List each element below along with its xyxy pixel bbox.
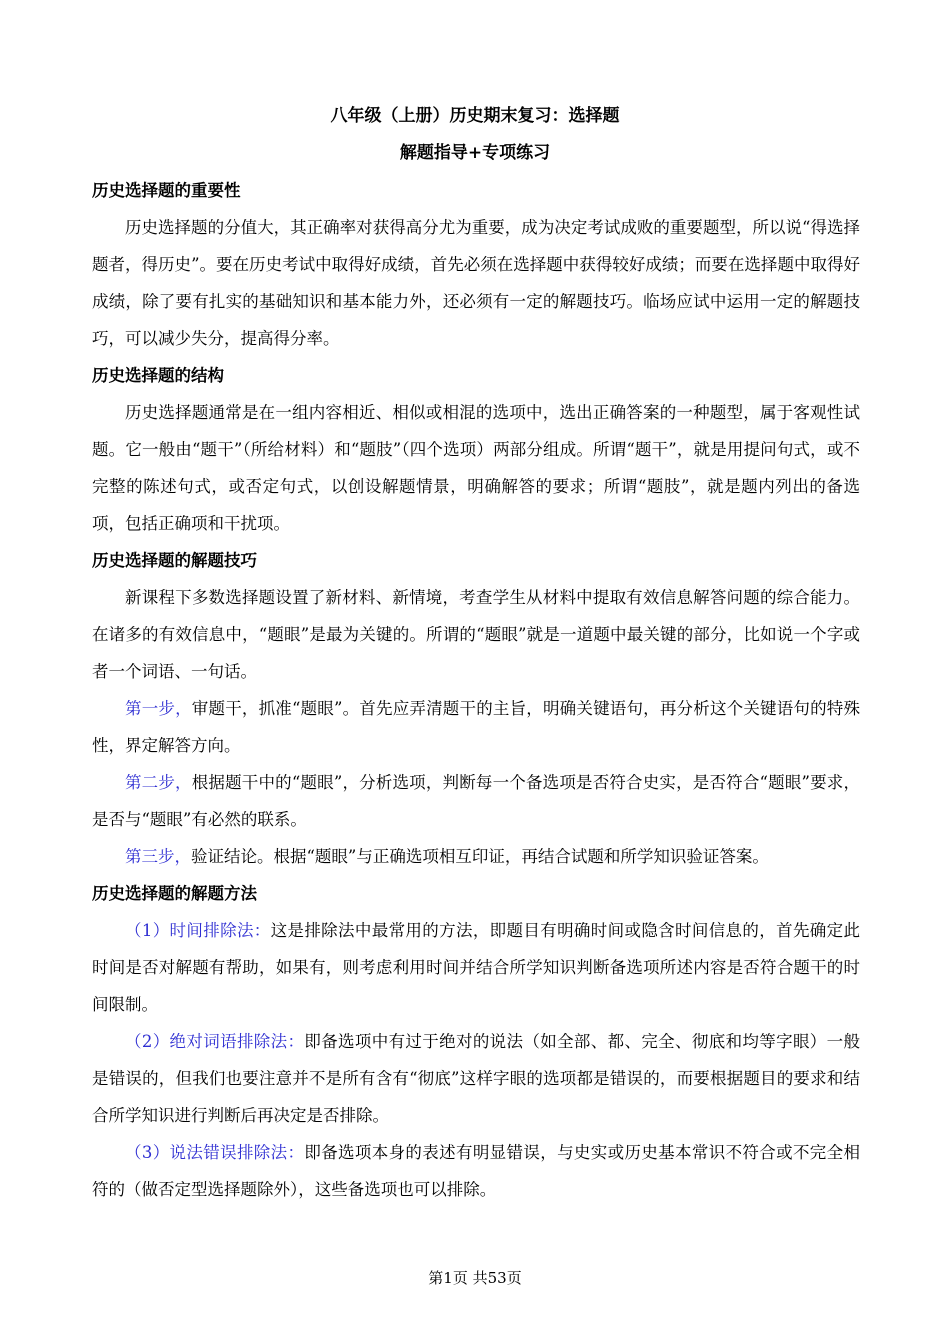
method-3-label: （3）说法错误排除法： — [125, 1143, 305, 1162]
section-heading-structure: 历史选择题的结构 — [92, 366, 224, 385]
section-heading-techniques: 历史选择题的解题技巧 — [92, 551, 257, 570]
paragraph-step-3 — [92, 838, 860, 875]
section-heading-importance: 历史选择题的重要性 — [92, 181, 241, 200]
step-1-text: 审题干，抓准“题眼”。首先应弄清题干的主旨，明确关键语句，再分析这个关键语句的特殊性，界定解答方向。 — [92, 699, 861, 755]
document-title: 八年级（上册）历史期末复习：选择题 — [330, 106, 620, 126]
paragraph-method-2 — [92, 1023, 860, 1134]
section-heading-methods: 历史选择题的解题方法 — [92, 884, 257, 903]
step-1-label: 第一步， — [125, 699, 192, 718]
document-body — [92, 172, 860, 1208]
step-2-label: 第二步， — [125, 773, 192, 792]
paragraph-structure: 历史选择题通常是在一组内容相近、相似或相混的选项中，选出正确答案的一种题型，属于客观性试题。它一般由“题干”（所给材料）和“题肢”（四个选项）两部分组成。所谓“题干”，就是用提问句式，或不完整的陈述句式，或否定句式，以创设解题情景，明确解答的要求；所谓“题肢”，就是题内列出的备选项，包括正确项和干扰项。 — [92, 403, 860, 533]
paragraph-step-1 — [92, 690, 860, 764]
method-3-text: 即备选项本身的表述有明显错误，与史实或历史基本常识不符合或不完全相符的（做否定型选择题除外），这些备选项也可以排除。 — [92, 1143, 861, 1199]
step-2-text: 根据题干中的“题眼”，分析选项，判断每一个备选项是否符合史实，是否符合“题眼”要求，是否与“题眼”有必然的联系。 — [92, 773, 860, 829]
paragraph-method-3 — [92, 1134, 860, 1208]
paragraph-techniques-intro: 新课程下多数选择题设置了新材料、新情境，考查学生从材料中提取有效信息解答问题的综合能力。在诸多的有效信息中，“题眼”是最为关键的。所谓的“题眼”就是一道题中最关键的部分，比如说一个字或者一个词语、一句话。 — [92, 588, 860, 681]
paragraph-method-1 — [92, 912, 860, 1023]
method-2-label: （2）绝对词语排除法： — [125, 1032, 305, 1051]
document-subtitle: 解题指导+专项练习 — [399, 143, 551, 163]
step-3-label: 第三步， — [125, 847, 191, 866]
page-number-footer: 第1页 共53页 — [428, 1269, 522, 1287]
method-2-text: 即备选项中有过于绝对的说法（如全部、都、完全、彻底和均等字眼）一般是错误的，但我们也要注意并不是所有含有“彻底”这样字眼的选项都是错误的，而要根据题目的要求和结合所学知识进行判断后再决定是否排除。 — [92, 1032, 861, 1125]
paragraph-step-2 — [92, 764, 860, 838]
method-1-label: （1）时间排除法： — [125, 921, 271, 940]
paragraph-importance: 历史选择题的分值大，其正确率对获得高分尤为重要，成为决定考试成败的重要题型，所以说“得选择题者，得历史”。要在历史考试中取得好成绩，首先必须在选择题中获得较好成绩；而要在选择题中取得好成绩，除了要有扎实的基础知识和基本能力外，还必须有一定的解题技巧。临场应试中运用一定的解题技巧，可以减少失分，提高得分率。 — [92, 218, 860, 348]
step-3-text: 验证结论。根据“题眼”与正确选项相互印证，再结合试题和所学知识验证答案。 — [191, 847, 769, 866]
method-1-text: 这是排除法中最常用的方法，即题目有明确时间或隐含时间信息的，首先确定此时间是否对解题有帮助，如果有，则考虑利用时间并结合所学知识判断备选项所述内容是否符合题干的时间限制。 — [92, 921, 861, 1014]
